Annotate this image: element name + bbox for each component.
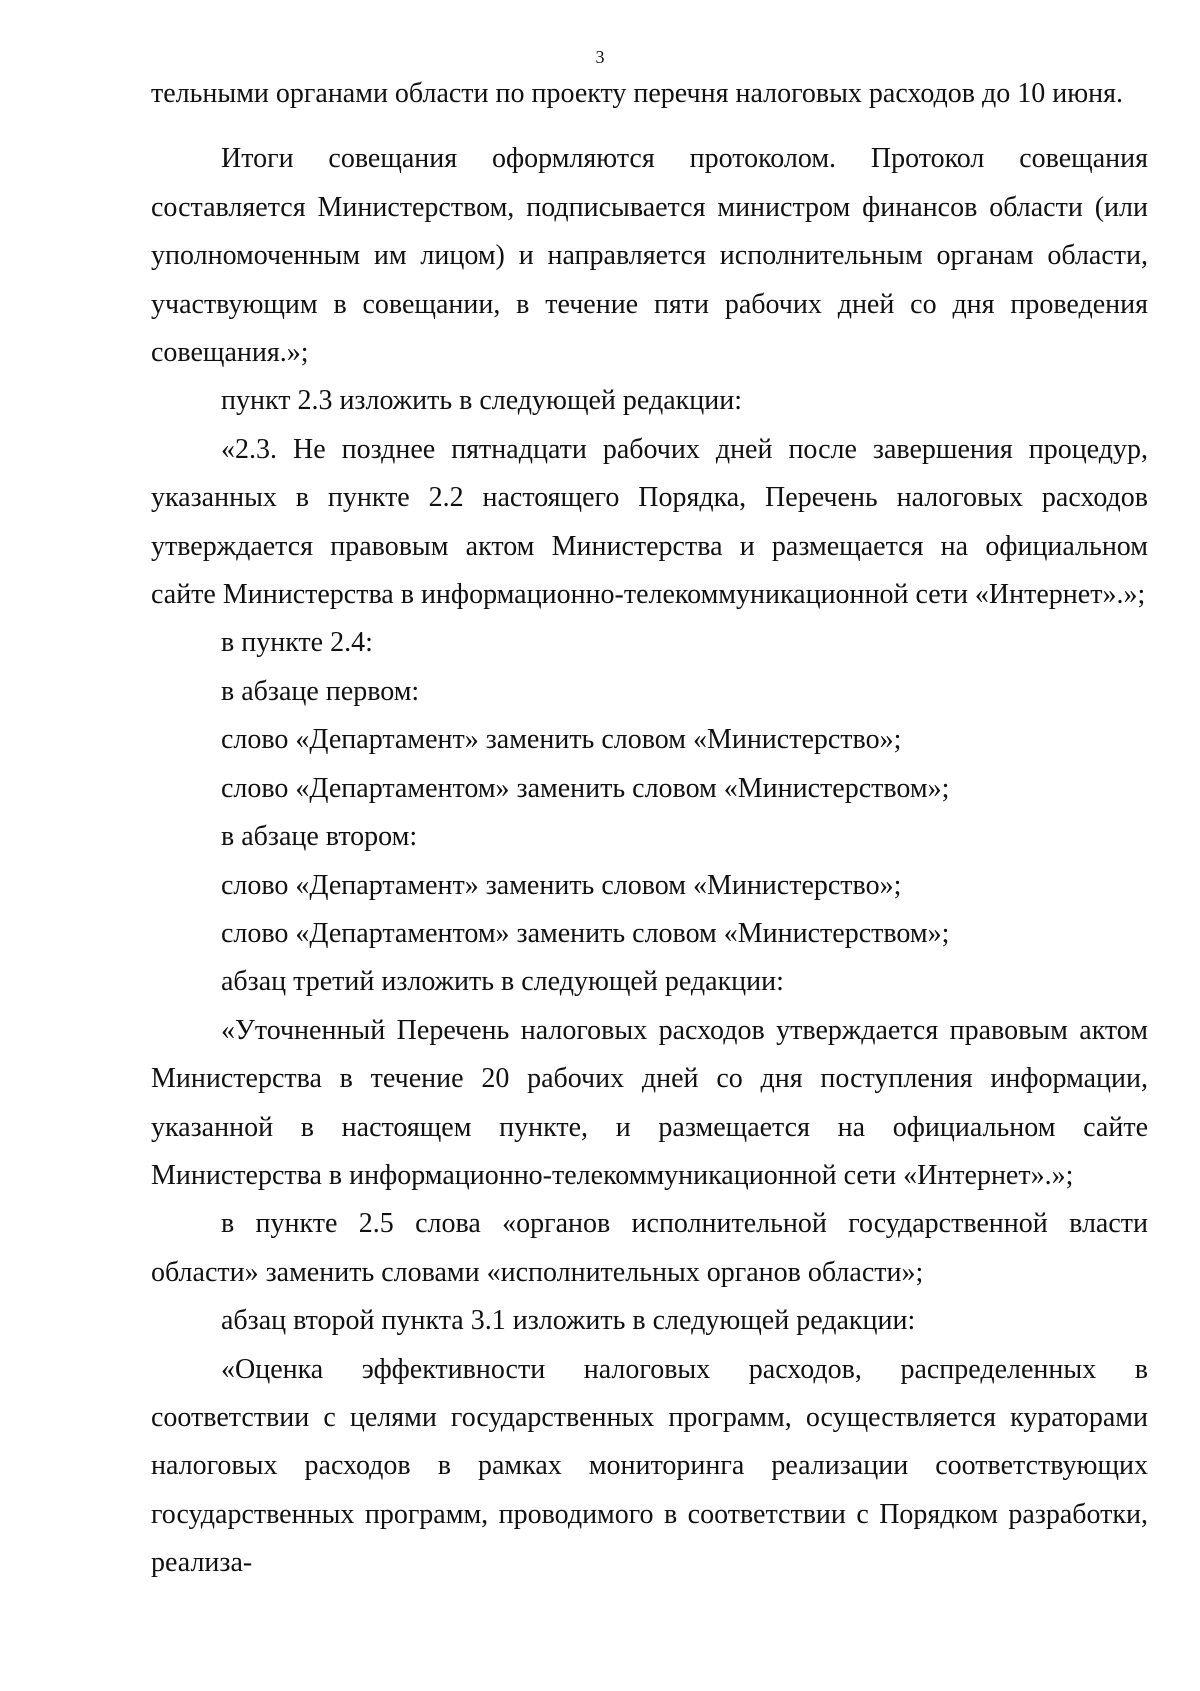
paragraph-item-2-4-intro: в пункте 2.4: [221, 627, 373, 659]
paragraph-replace-word-1: слово «Департамент» заменить словом «Министерство»; [221, 724, 902, 756]
paragraph-replace-word-3: слово «Департамент» заменить словом «Министерство»; [221, 869, 902, 901]
paragraph-replace-word-2: слово «Департаментом» заменить словом «Министерством»; [221, 772, 950, 804]
paragraph-continuation: тельными органами области по проекту перечня налоговых расходов до 10 июня. [151, 78, 1124, 109]
paragraph-second-clause: в абзаце втором: [221, 821, 418, 853]
paragraph-efficiency-assessment: «Оценка эффективности налоговых расходов, распределенных в соответствии с целями государственных программ, осуществляется кураторами налоговых расходов в рамках мониторинга реализации соответствующих государственных программ, проводимого в соответствии с Порядком разработки, реализа- [151, 1353, 1148, 1579]
paragraph-refined-list: «Уточненный Перечень налоговых расходов утверждается правовым актом Министерства в течение 20 рабочих дней со дня поступления информации, указанной в настоящем пункте, и размещается на официальном сайте Министерства в информационно-телекоммуникационной сети «Интернет».»; [151, 1014, 1148, 1191]
paragraph-replace-word-4: слово «Департаментом» заменить словом «Министерством»; [221, 917, 950, 949]
paragraph-item-2-3-text: «2.3. Не позднее пятнадцати рабочих дней после завершения процедур, указанных в пункте 2.2 настоящего Порядка, Перечень налоговых расходов утверждается правовым актом Министерства и размещается на официальном сайте Министерства в информационно-телекоммуникационной сети «Интернет».»; [151, 433, 1148, 611]
paragraph-item-2-3-intro: пункт 2.3 изложить в следующей редакции: [221, 385, 742, 417]
paragraph-item-2-5: в пункте 2.5 слова «органов исполнительной государственной власти области» заменить словами «исполнительных органов области»; [151, 1208, 1148, 1288]
page-number: 3 [595, 47, 605, 67]
paragraph-meeting-results: Итоги совещания оформляются протоколом. Протокол совещания составляется Министерством, подписывается министром финансов области (или уполномоченным им лицом) и направляется исполнительным органам области, участвующим в совещании, в течение пяти рабочих дней со дня проведения совещания.»; [151, 143, 1148, 369]
paragraph-item-3-1-intro: абзац второй пункта 3.1 изложить в следующей редакции: [221, 1305, 916, 1337]
paragraph-third-clause-intro: абзац третий изложить в следующей редакции: [221, 966, 784, 998]
paragraph-first-clause: в абзаце первом: [221, 675, 420, 707]
document-body [151, 70, 1148, 1588]
